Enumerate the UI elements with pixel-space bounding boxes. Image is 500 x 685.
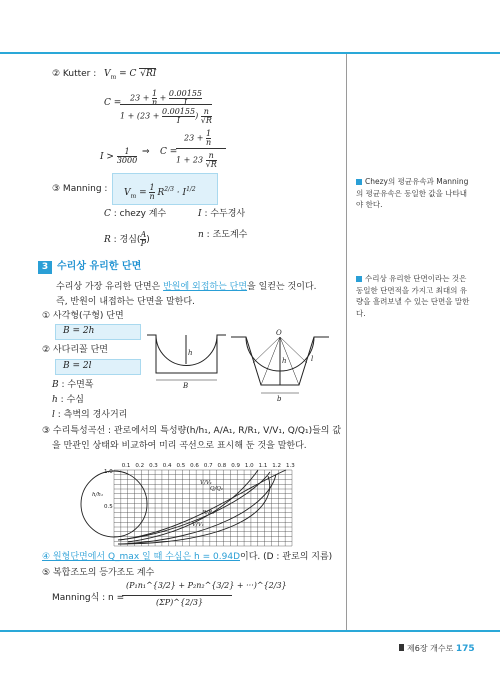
kutter-label: ② Kutter : [52,69,97,79]
x-tick-label: 0.7 [203,463,213,469]
item-characteristic-curve: ③ 수리특성곡선 : 관로에서의 특성량(h/h₁, A/A₁, R/R₁, V/V₁, Q/Q₁)들의 값 [42,426,342,436]
y-tick-label: 0.5 [104,504,113,510]
x-tick-label: 1.3 [286,463,295,469]
manning-formula: $V_m$ = $\frac{1}{n} R^{2/3} \cdot I^{1/2}$ [124,183,196,201]
y-tick-label: 1.0 [104,469,113,475]
svg-text:b: b [277,395,282,403]
page-number: 175 [455,644,475,654]
def-b: B : 수면폭 [52,380,94,390]
x-tick-label: 0.3 [149,463,158,469]
def-i: I : 수두경사 [198,209,246,219]
item-rectangular: ① 사각형(구형) 단면 [42,311,124,321]
chart-ylabel: h/h₁ [92,492,104,498]
x-tick-label: 1.1 [258,463,268,469]
column-separator [346,54,347,630]
bullet-square-icon [356,179,362,185]
x-tick-label: 0.8 [217,463,227,469]
x-tick-label: 0.4 [162,463,172,469]
top-rule [0,52,500,54]
characteristic-chart [80,460,300,550]
svg-text:h: h [282,357,287,365]
x-tick-label: 0.2 [135,463,145,469]
rect-formula: B = 2h [63,326,95,336]
def-h: h : 수심 [52,395,84,405]
svg-text:l: l [311,355,314,363]
kutter-c2-fraction: 23 + $\frac{1}{n}$ 1 + 23 $\frac{n}{√R}$ [176,126,226,170]
arrow-icon: ⇒ [142,147,150,157]
sidebar-note-chezy-manning: Chezy의 평균유속과 Manning의 평균유속은 동일한 값을 나타내야 한다. [356,177,469,210]
def-c: C : chezy 계수 [104,209,167,219]
item-composite-roughness: ⑤ 복합조도의 등가조도 계수 [42,568,155,578]
kutter-c-fraction: 23 + $\frac{1}{n}$ + $\frac{0.00155}{I}$ 1 + (23 + $\frac{0.00155}{I}$) $\frac{n}{√R}$ [120,89,212,125]
footer-block-icon [399,644,404,651]
item-trapezoid: ② 사다리꼴 단면 [42,345,108,355]
section-title: 수리상 유리한 단면 [57,261,142,272]
manning-label: ③ Manning : [52,184,108,194]
svg-text:h: h [188,349,193,357]
kutter-formula: $V_m = C$ √RI [104,69,157,81]
item-qmax: ④ 원형단면에서 Q_max 일 때 수심은 h = 0.94D이다. (D : 관로의 지름) [42,552,333,562]
x-tick-label: 0.1 [121,463,131,469]
def-l: l : 측벽의 경사거리 [52,410,128,420]
section-diagram [143,327,343,407]
section-intro-2: 즉, 반원이 내접하는 단면을 말한다. [56,297,195,307]
kutter-c-lhs: C = [104,98,122,108]
def-n: n : 조도계수 [198,230,248,240]
svg-text:O: O [276,329,282,337]
kutter-condition: I > $\frac{1}{3000}$ [100,147,138,165]
curve-label-vv: V/V₁ [200,480,213,486]
x-tick-label: 0.5 [176,463,186,469]
bottom-rule [0,630,500,632]
manning-composite-lhs: Manning식 : n = [52,593,125,603]
x-tick-label: 1.2 [272,463,282,469]
bullet-square-icon [356,276,362,282]
trap-formula: B = 2l [63,361,92,371]
curve-label-rr: R/R₁ [202,510,215,516]
item-characteristic-curve-2: 을 만관인 상태와 비교하여 미리 곡선으로 표시해 둔 것을 말한다. [52,441,307,451]
x-tick-label: 0.6 [190,463,199,469]
footer: 제6장 개수로 175 [399,643,475,654]
curve-label-vv2: V/V₁ [192,522,205,528]
section-intro-1: 수리상 가장 유리한 단면은 반원에 외접하는 단면을 일컫는 것이다. [56,282,317,292]
x-tick-label: 1.0 [244,463,254,469]
curve-label-qq: Q/Q₁ [210,486,224,492]
def-r: R : 경심( $\frac{A}{P}$) [104,230,150,248]
x-tick-label: 0.9 [231,463,240,469]
svg-text:B: B [183,382,189,390]
sidebar-note-favorable-section: 수리상 유리한 단면이라는 것은 동일한 단면적을 가지고 최대의 유량을 흘려보낼 수 있는 단면을 말한다. [356,274,470,318]
kutter-c2-lhs: C = [160,147,178,157]
manning-composite-fraction: (P₁n₁^{3/2} + P₂n₂^{3/2} + ···)^{2/3} (ΣP)^{2/3} [122,580,232,614]
section-number: 3 [38,261,52,274]
